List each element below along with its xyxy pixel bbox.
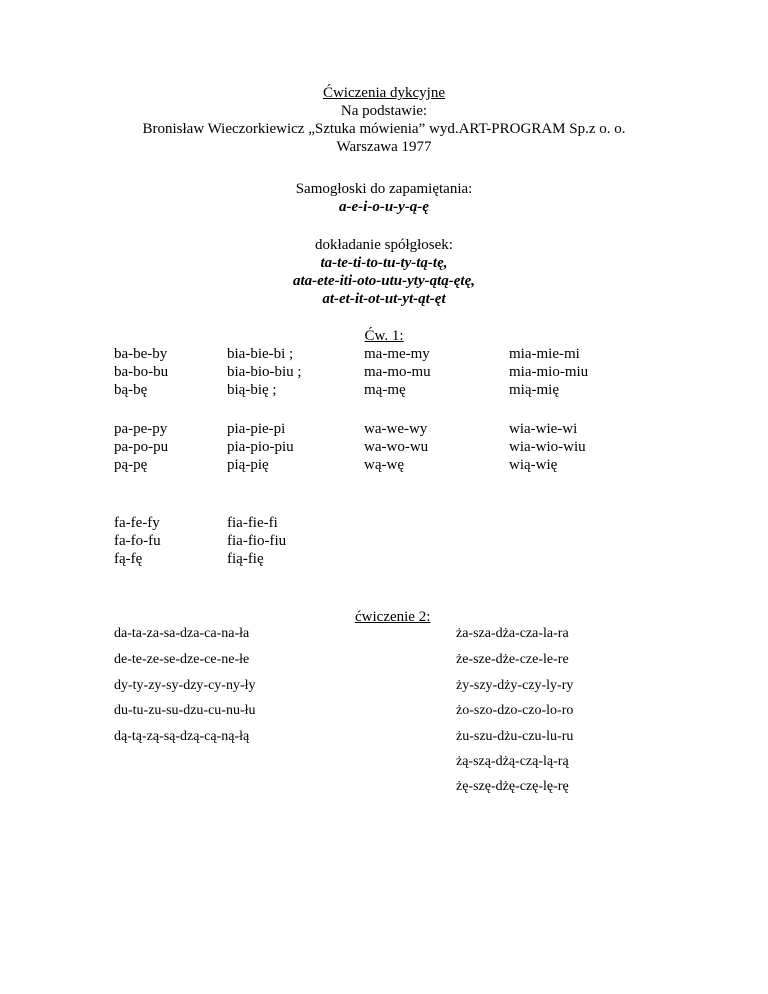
- exercise-2-right-line: żę-szę-dżę-czę-lę-rę: [456, 779, 569, 794]
- syllable-line: pią-pię: [227, 457, 269, 473]
- syllable-line: ba-bo-bu: [114, 364, 169, 380]
- syllable-line: bia-bio-biu ;: [227, 364, 302, 380]
- syllable-line: pą-pę: [114, 457, 148, 473]
- syllable-line: wa-we-wy: [364, 421, 428, 437]
- exercise-2-right-line: że-sze-dże-cze-le-re: [456, 652, 569, 667]
- syllable-line: wia-wio-wiu: [509, 439, 586, 455]
- syllable-line: ma-me-my: [364, 346, 430, 362]
- syllable-line: wia-wie-wi: [509, 421, 578, 437]
- exercise-2-right-line: żo-szo-dzo-czo-lo-ro: [456, 703, 574, 718]
- consonants-line-1: ta-te-ti-to-tu-ty-tą-tę,: [320, 255, 448, 271]
- exercise-2-left-line: dą-tą-zą-są-dzą-cą-ną-łą: [114, 729, 250, 744]
- exercise-2-left-line: du-tu-zu-su-dzu-cu-nu-łu: [114, 703, 256, 718]
- exercise-2-right-line: ża-sza-dża-cza-la-ra: [456, 626, 569, 641]
- exercise-2-title: ćwiczenie 2:: [355, 609, 431, 625]
- syllable-line: fa-fo-fu: [114, 533, 161, 549]
- exercise-1-title: Ćw. 1:: [364, 328, 404, 344]
- syllable-line: pia-pio-piu: [227, 439, 294, 455]
- city-year: Warszawa 1977: [336, 139, 432, 155]
- vowels-list: a-e-i-o-u-y-ą-ę: [339, 199, 429, 215]
- exercise-2-right-line: ży-szy-dży-czy-ly-ry: [456, 678, 574, 693]
- syllable-line: fą-fę: [114, 551, 143, 567]
- syllable-line: fa-fe-fy: [114, 515, 160, 531]
- syllable-line: bią-bię ;: [227, 382, 277, 398]
- syllable-line: fią-fię: [227, 551, 264, 567]
- exercise-2-right-line: żą-szą-dżą-czą-lą-rą: [456, 754, 569, 769]
- syllable-line: wa-wo-wu: [364, 439, 429, 455]
- exercise-2-left-line: dy-ty-zy-sy-dzy-cy-ny-ły: [114, 678, 256, 693]
- vowels-label: Samogłoski do zapamiętania:: [295, 181, 473, 197]
- consonants-label: dokładanie spółgłosek:: [315, 237, 453, 253]
- syllable-line: mą-mę: [364, 382, 406, 398]
- based-on-label: Na podstawie:: [340, 103, 428, 119]
- source-citation: Bronisław Wieczorkiewicz „Sztuka mówienia” wyd.ART-PROGRAM Sp.z o. o.: [142, 121, 626, 137]
- exercise-2-right-line: żu-szu-dżu-czu-lu-ru: [456, 729, 574, 744]
- syllable-line: ba-be-by: [114, 346, 168, 362]
- syllable-line: mia-mio-miu: [509, 364, 589, 380]
- syllable-line: fia-fie-fi: [227, 515, 278, 531]
- syllable-line: mią-mię: [509, 382, 559, 398]
- exercise-2-left-line: da-ta-za-sa-dza-ca-na-ła: [114, 626, 250, 641]
- syllable-line: pa-po-pu: [114, 439, 169, 455]
- syllable-line: pia-pie-pi: [227, 421, 286, 437]
- syllable-line: pa-pe-py: [114, 421, 168, 437]
- syllable-line: mia-mie-mi: [509, 346, 580, 362]
- syllable-line: fia-fio-fiu: [227, 533, 287, 549]
- page-title: Ćwiczenia dykcyjne: [322, 85, 446, 101]
- syllable-line: wą-wę: [364, 457, 404, 473]
- syllable-line: wią-wię: [509, 457, 558, 473]
- exercise-2-left-line: de-te-ze-se-dze-ce-ne-łe: [114, 652, 250, 667]
- syllable-line: bia-bie-bi ;: [227, 346, 294, 362]
- consonants-line-2: ata-ete-iti-oto-utu-yty-ątą-ętę,: [292, 273, 476, 289]
- syllable-line: bą-bę: [114, 382, 148, 398]
- consonants-line-3: at-et-it-ot-ut-yt-ąt-ęt: [322, 291, 446, 307]
- syllable-line: ma-mo-mu: [364, 364, 431, 380]
